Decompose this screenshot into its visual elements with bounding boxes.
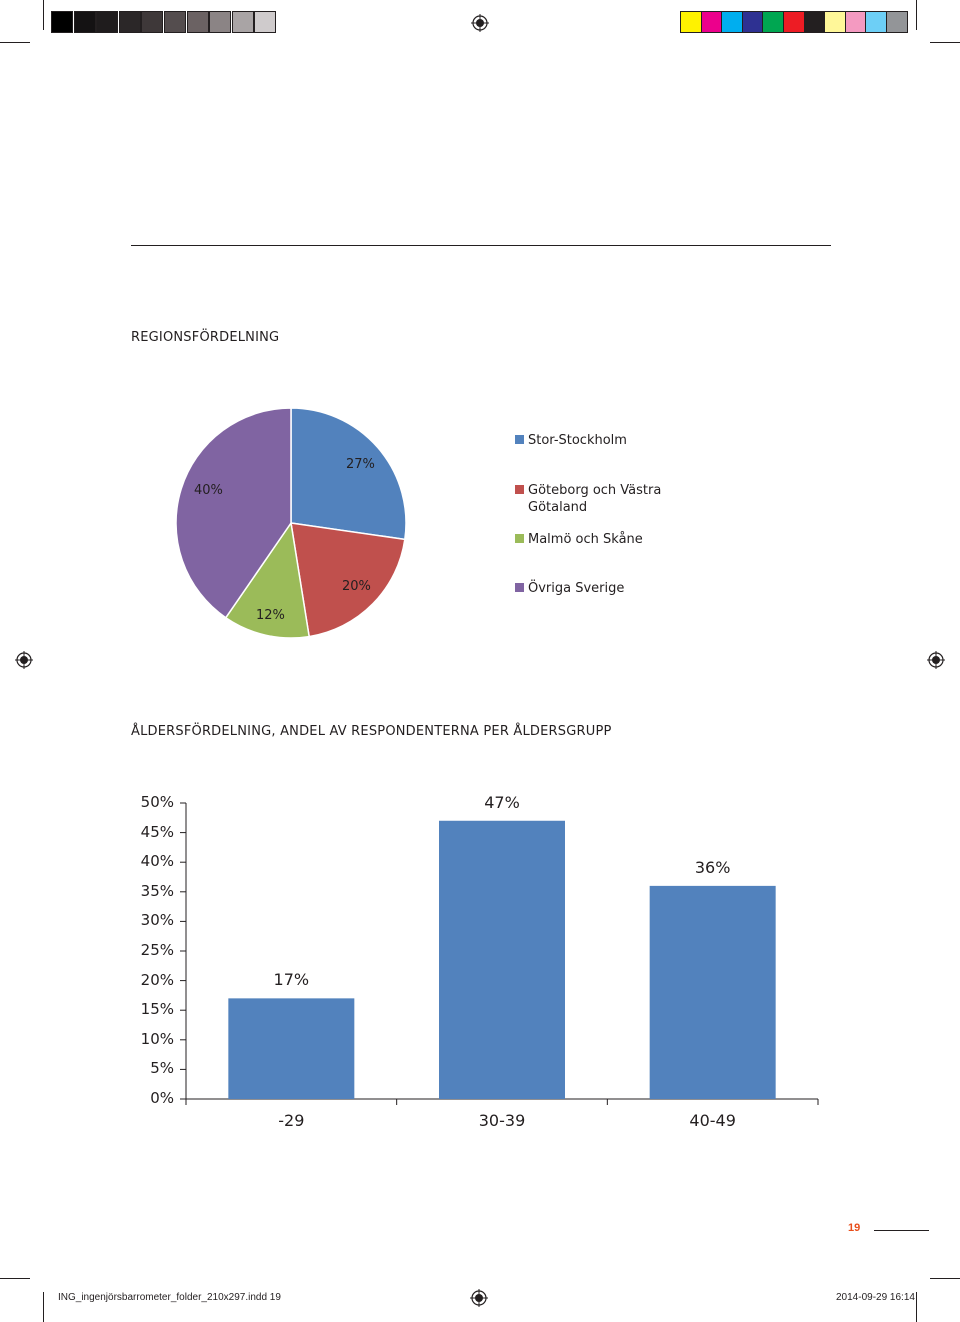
y-tick-label: 0% [150, 1089, 174, 1107]
bar-value-label: 47% [484, 792, 520, 812]
gray-swatch [97, 12, 117, 32]
gray-swatch [75, 12, 95, 32]
color-swatch [722, 12, 742, 32]
y-tick-label: 40% [140, 852, 174, 871]
color-swatch [825, 12, 845, 32]
legend-swatch [515, 485, 524, 494]
legend-swatch [515, 435, 524, 444]
gray-swatch [255, 12, 275, 32]
bar-1 [228, 998, 354, 1099]
color-swatch [805, 12, 825, 32]
x-category-label: 40-49 [689, 1111, 736, 1130]
color-swatch [887, 12, 907, 32]
x-category-label: -29 [278, 1111, 305, 1130]
crop-mark [0, 42, 30, 43]
page-number-rule [874, 1230, 929, 1231]
gray-swatch [52, 12, 72, 32]
gray-swatch [165, 12, 185, 32]
timestamp: 2014-09-29 16:14 [836, 1292, 915, 1303]
legend-goteborg: Göteborg och Västra Götaland [528, 482, 668, 516]
color-swatch [763, 12, 783, 32]
y-tick-label: 10% [140, 1029, 174, 1048]
crop-mark [916, 0, 917, 30]
legend-stor-stockholm: Stor-Stockholm [528, 432, 728, 449]
bar-2 [439, 821, 565, 1099]
registration-mark-icon [471, 14, 489, 32]
pie-slice-stor-stockholm [291, 408, 406, 539]
registration-mark-icon [15, 651, 33, 669]
y-tick-label: 45% [140, 822, 174, 841]
gray-swatch [120, 12, 140, 32]
file-info: ING_ingenjörsbarrometer_folder_210x297.indd 19 [58, 1292, 281, 1303]
color-swatch [784, 12, 804, 32]
color-swatch [866, 12, 886, 32]
crop-mark [916, 1292, 917, 1322]
ages-title: ÅLDERSFÖRDELNING, ANDEL AV RESPONDENTERNA PER ÅLDERSGRUPP [131, 724, 612, 739]
y-tick-label: 35% [140, 881, 174, 900]
header-rule [131, 245, 831, 246]
crop-mark [43, 0, 44, 30]
crop-mark [930, 42, 960, 43]
bar-value-label: 17% [273, 970, 310, 990]
y-tick-label: 15% [140, 1000, 174, 1019]
y-tick-label: 5% [150, 1059, 174, 1078]
y-tick-label: 50% [140, 793, 174, 811]
gray-swatch [210, 12, 230, 32]
gray-swatch [142, 12, 162, 32]
legend-ovriga: Övriga Sverige [528, 580, 728, 597]
y-tick-label: 25% [140, 941, 174, 959]
legend-malmo: Malmö och Skåne [528, 531, 728, 548]
color-swatch [846, 12, 866, 32]
gray-swatch [233, 12, 253, 32]
slice-label-ovriga: 40% [194, 483, 223, 498]
page-number: 19 [848, 1222, 861, 1234]
region-pie-chart [170, 402, 412, 644]
gray-swatch [188, 12, 208, 32]
bar-value-label: 36% [694, 857, 731, 877]
slice-label-goteborg: 20% [342, 579, 371, 594]
x-category-label: 30-39 [478, 1111, 526, 1130]
y-tick-label: 30% [140, 911, 174, 930]
crop-mark [930, 1278, 960, 1279]
slice-label-stor-stockholm: 27% [346, 457, 375, 472]
legend-swatch [515, 583, 524, 592]
regions-title: REGIONSFÖRDELNING [131, 330, 280, 345]
color-swatch [702, 12, 722, 32]
crop-mark [0, 1278, 30, 1279]
legend-swatch [515, 534, 524, 543]
slice-label-malmo: 12% [256, 608, 285, 623]
registration-mark-icon [927, 651, 945, 669]
y-tick-label: 20% [140, 970, 174, 989]
color-swatch [681, 12, 701, 32]
bar-3 [650, 886, 776, 1099]
crop-mark [43, 1292, 44, 1322]
registration-mark-icon [470, 1289, 488, 1307]
color-swatch [743, 12, 763, 32]
